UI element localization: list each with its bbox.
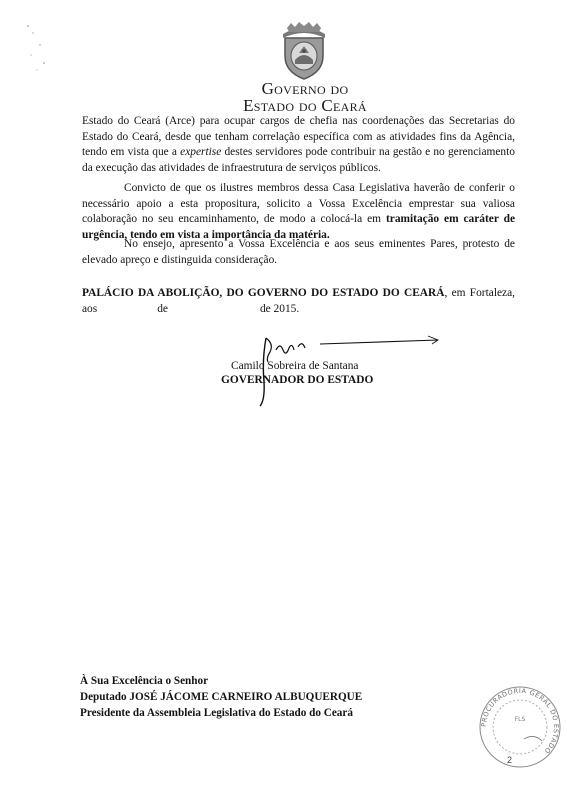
procuradoria-stamp [478, 683, 562, 771]
place-name: PALÁCIO DA ABOLIÇÃO, DO GOVERNO DO ESTADO DO CEARÁ [82, 287, 445, 299]
scan-specks [22, 18, 62, 78]
stamp-inner-text: FLS [514, 716, 526, 723]
paragraph-justification [82, 114, 515, 177]
recipient-block [80, 673, 362, 721]
paragraph-2-bold: tramitação em caráter de urgência, tendo em vista a importância da matéria. [82, 213, 516, 242]
paragraph-1-italic: expertise [180, 146, 222, 159]
paragraph-request [82, 181, 515, 244]
letterhead-line-1: Governo do [261, 79, 349, 98]
state-coat-of-arms-icon [273, 20, 335, 82]
paragraph-2-text: Convicto de que os ilustres membros dessa Casa Legislativa haverão de conferir o necessário apoio a esta propositura, solicito a Vossa Excelência emprestar sua valiosa colaboração no seu encaminhamento, de modo a colocá-la em [82, 182, 515, 226]
paragraph-1-end: destes servidores pode contribuir na gestão e no gerenciamento da execução das atividades de infraestrutura de serviços públicos. [82, 146, 515, 175]
place-city: , em Fortaleza, aos [82, 287, 516, 315]
paragraph-place-date [82, 286, 515, 317]
letterhead-line-2: Estado do Ceará [243, 96, 367, 115]
signer-name: Camilo Sobreira de Santana [231, 360, 359, 372]
recipient-name-line [80, 689, 362, 705]
government-letterhead [200, 80, 410, 114]
recipient-prefix: Deputado [80, 691, 130, 703]
stamp-ring-text: PROCURADORIA GERAL DO ESTADO [479, 686, 561, 756]
date-year: de 2015. [259, 302, 300, 315]
recipient-name: JOSÉ JÁCOME CARNEIRO ALBUQUERQUE [129, 691, 363, 703]
signer-title: GOVERNADOR DO ESTADO [221, 374, 374, 386]
paragraph-closing [82, 237, 515, 268]
paragraph-3-text: No ensejo, apresento a Vossa Excelência e aos seus eminentes Pares, protesto de elevado apreço e distinguida consideração. [82, 238, 515, 266]
recipient-salutation: À Sua Excelência o Senhor [80, 675, 209, 687]
recipient-position: Presidente da Assembleia Legislativa do Estado do Ceará [80, 707, 353, 719]
paragraph-1-text: Estado do Ceará (Arce) para ocupar cargos de chefia nas coordenações das Secretarias do Estado do Ceará, desde que tenham correlação específica com as atividades fins da Agência, tendo em vista que a [82, 115, 515, 159]
page-number: 2 [507, 755, 513, 765]
date-de: de [157, 302, 168, 315]
